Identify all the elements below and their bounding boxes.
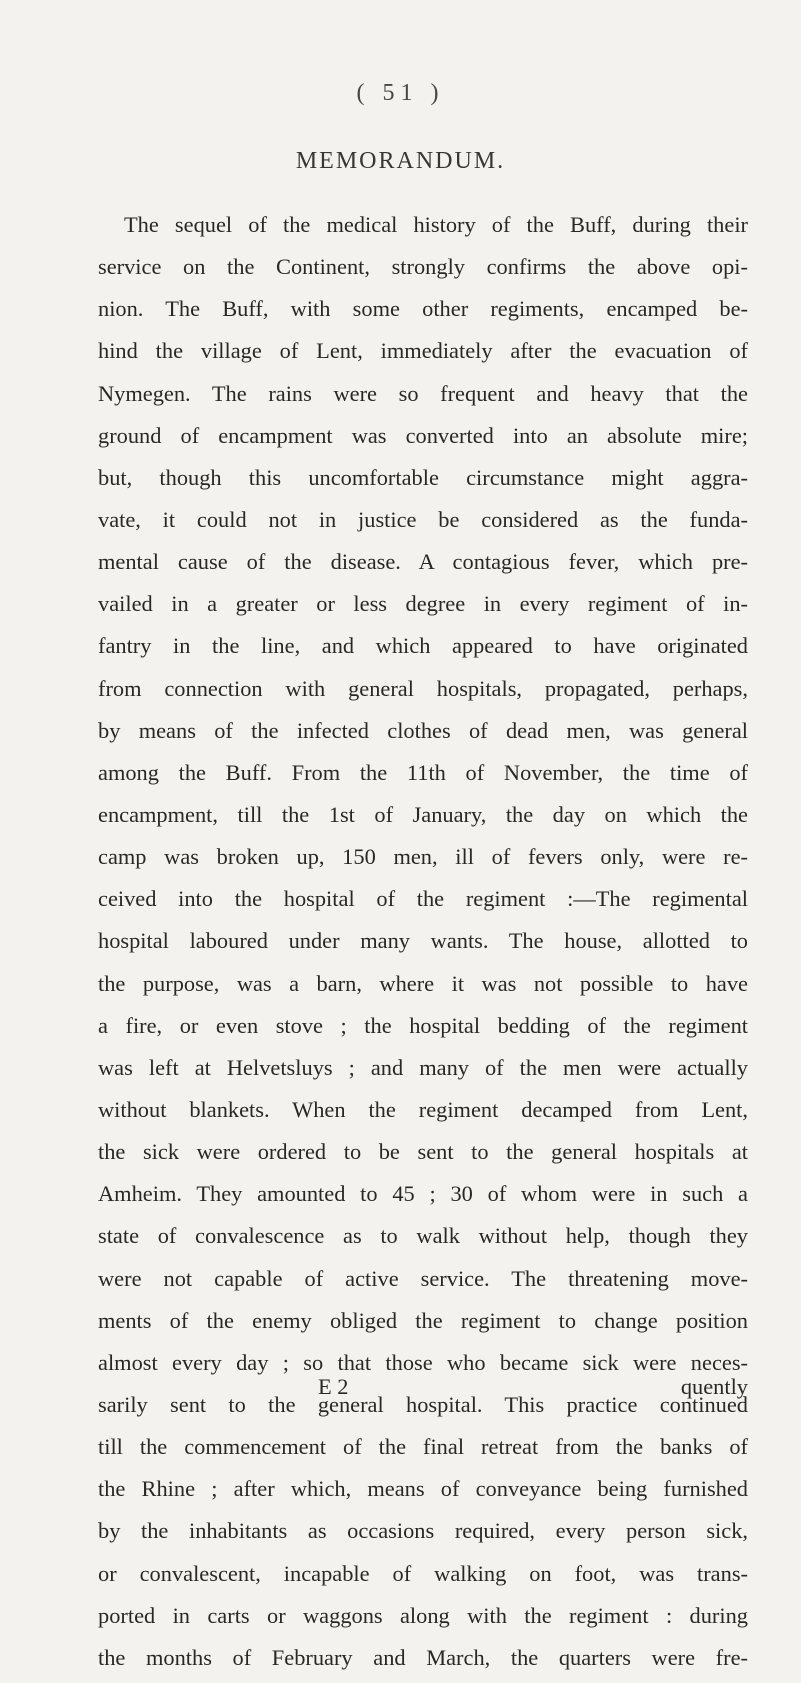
text-line: ground of encampment was converted into an absolute mire; xyxy=(98,422,748,448)
text-line: the sick were ordered to be sent to the general hospitals at xyxy=(98,1139,748,1165)
page-footer xyxy=(0,1370,801,1404)
text-line: by means of the infected clothes of dead men, was general xyxy=(98,717,748,743)
text-line: vate, it could not in justice be considered as the funda- xyxy=(98,506,748,532)
catchword: quently xyxy=(680,1374,748,1399)
signature-mark: E 2 xyxy=(318,1374,349,1399)
text-line: ported in carts or waggons along with the regiment : during xyxy=(98,1602,748,1628)
text-line: Amheim. They amounted to 45 ; 30 of whom were in such a xyxy=(98,1181,748,1207)
text-line: was left at Helvetsluys ; and many of the men were actually xyxy=(98,1054,748,1080)
text-line: mental cause of the disease. A contagious fever, which pre- xyxy=(98,549,748,575)
text-line: service on the Continent, strongly confirms the above opi- xyxy=(98,254,748,280)
text-line: the months of February and March, the quarters were fre- xyxy=(98,1644,748,1670)
text-line: state of convalescence as to walk without help, though they xyxy=(98,1223,748,1249)
text-line: without blankets. When the regiment decamped from Lent, xyxy=(98,1096,748,1122)
text-line: ceived into the hospital of the regiment :—The regimental xyxy=(98,886,748,912)
text-line: were not capable of active service. The threatening move- xyxy=(98,1265,748,1291)
text-line: vailed in a greater or less degree in every regiment of in- xyxy=(98,591,748,617)
text-line: or convalescent, incapable of walking on foot, was trans- xyxy=(98,1560,748,1586)
text-line: fantry in the line, and which appeared to have originated xyxy=(98,633,748,659)
text-line: till the commencement of the final retreat from the banks of xyxy=(98,1434,748,1460)
text-line: sarily sent to the general hospital. This practice continued xyxy=(98,1391,748,1417)
text-line: encampment, till the 1st of January, the day on which the xyxy=(98,801,748,827)
page-number: ( 51 ) xyxy=(356,80,445,106)
page-heading: MEMORANDUM. xyxy=(295,148,506,174)
text-line: hind the village of Lent, immediately after the evacuation of xyxy=(98,338,748,364)
text-line: camp was broken up, 150 men, ill of fevers only, were re- xyxy=(98,844,748,870)
text-line: the purpose, was a barn, where it was not possible to have xyxy=(98,970,748,996)
text-line: the Rhine ; after which, means of conveyance being furnished xyxy=(98,1476,748,1502)
text-line: among the Buff. From the 11th of November, the time of xyxy=(98,759,748,785)
text-line: The sequel of the medical history of the Buff, during their xyxy=(124,212,748,237)
text-line: Nymegen. The rains were so frequent and heavy that the xyxy=(98,380,748,406)
text-line: but, though this uncomfortable circumstance might aggra- xyxy=(98,464,748,490)
text-line: a fire, or even stove ; the hospital bedding of the regiment xyxy=(98,1012,748,1038)
body-text xyxy=(98,208,748,1683)
text-line: almost every day ; so that those who became sick were neces- xyxy=(98,1349,748,1375)
text-line: ments of the enemy obliged the regiment to change position xyxy=(98,1307,748,1333)
text-line: hospital laboured under many wants. The house, allotted to xyxy=(98,928,748,954)
text-line: nion. The Buff, with some other regiments, encamped be- xyxy=(98,296,748,322)
text-line: by the inhabitants as occasions required, every person sick, xyxy=(98,1518,748,1544)
text-line: from connection with general hospitals, propagated, perhaps, xyxy=(98,675,748,701)
